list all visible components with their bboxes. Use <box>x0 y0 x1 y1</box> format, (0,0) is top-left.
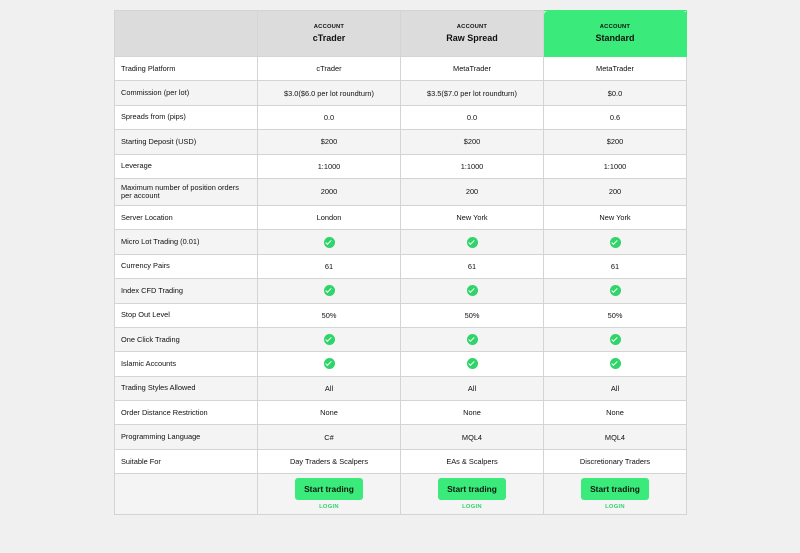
row-value: Day Traders & Scalpers <box>258 449 401 473</box>
row-value: $200 <box>258 130 401 154</box>
cta-cell <box>258 474 401 515</box>
row-value <box>401 352 544 376</box>
comparison-body <box>115 57 687 515</box>
row-value: New York <box>544 205 687 229</box>
start-trading-button[interactable]: Start trading <box>581 478 649 500</box>
row-value: $200 <box>401 130 544 154</box>
table-row <box>115 205 687 229</box>
row-label: Leverage <box>115 154 258 178</box>
row-value: 2000 <box>258 178 401 205</box>
login-link[interactable]: LOGIN <box>319 504 339 511</box>
row-value <box>544 279 687 303</box>
row-label: Islamic Accounts <box>115 352 258 376</box>
row-value <box>401 327 544 351</box>
row-value: EAs & Scalpers <box>401 449 544 473</box>
table-row <box>115 178 687 205</box>
row-label: Index CFD Trading <box>115 279 258 303</box>
check-icon <box>610 285 621 296</box>
check-icon <box>610 334 621 345</box>
cta-cell <box>401 474 544 515</box>
login-link[interactable]: LOGIN <box>605 504 625 511</box>
row-label: Spreads from (pips) <box>115 105 258 129</box>
row-label: Suitable For <box>115 449 258 473</box>
account-header-raw-spread <box>401 11 544 57</box>
row-value: London <box>258 205 401 229</box>
account-comparison <box>114 10 686 515</box>
row-label: Maximum number of position orders per account <box>115 178 258 205</box>
row-label: Server Location <box>115 205 258 229</box>
row-value: 0.0 <box>258 105 401 129</box>
row-value: 61 <box>544 254 687 278</box>
row-value: $200 <box>544 130 687 154</box>
table-row <box>115 154 687 178</box>
row-value: 50% <box>258 303 401 327</box>
account-kicker: ACCOUNT <box>599 24 631 30</box>
row-value: 200 <box>544 178 687 205</box>
row-value <box>401 279 544 303</box>
row-value: 0.0 <box>401 105 544 129</box>
row-value: MetaTrader <box>544 57 687 81</box>
check-icon <box>324 334 335 345</box>
cta-blank <box>115 474 258 515</box>
row-label: Currency Pairs <box>115 254 258 278</box>
row-value: MQL4 <box>401 425 544 449</box>
row-label: Commission (per lot) <box>115 81 258 105</box>
check-icon <box>467 237 478 248</box>
check-icon <box>467 334 478 345</box>
row-value: MetaTrader <box>401 57 544 81</box>
table-row <box>115 254 687 278</box>
row-label: Trading Styles Allowed <box>115 376 258 400</box>
check-icon <box>324 358 335 369</box>
row-value: All <box>401 376 544 400</box>
table-row <box>115 449 687 473</box>
table-row <box>115 376 687 400</box>
row-label: Trading Platform <box>115 57 258 81</box>
table-row <box>115 401 687 425</box>
row-label: One Click Trading <box>115 327 258 351</box>
row-value <box>258 327 401 351</box>
table-row <box>115 425 687 449</box>
row-value: All <box>544 376 687 400</box>
row-value <box>544 230 687 254</box>
row-value: C# <box>258 425 401 449</box>
row-value <box>258 230 401 254</box>
table-row <box>115 352 687 376</box>
row-value: 1:1000 <box>258 154 401 178</box>
table-row <box>115 57 687 81</box>
table-row <box>115 105 687 129</box>
row-value: New York <box>401 205 544 229</box>
row-label: Order Distance Restriction <box>115 401 258 425</box>
row-value: 1:1000 <box>401 154 544 178</box>
check-icon <box>467 285 478 296</box>
account-header-standard <box>544 11 687 57</box>
row-value: 0.6 <box>544 105 687 129</box>
row-value: 200 <box>401 178 544 205</box>
row-value <box>401 230 544 254</box>
check-icon <box>324 285 335 296</box>
row-value: 50% <box>544 303 687 327</box>
check-icon <box>324 237 335 248</box>
row-value: 50% <box>401 303 544 327</box>
table-row <box>115 303 687 327</box>
account-name: cTrader <box>312 33 346 43</box>
table-row <box>115 230 687 254</box>
row-label: Stop Out Level <box>115 303 258 327</box>
row-value: None <box>544 401 687 425</box>
account-name: Raw Spread <box>446 33 498 43</box>
row-value: 61 <box>258 254 401 278</box>
table-row <box>115 327 687 351</box>
row-value: All <box>258 376 401 400</box>
row-value: Discretionary Traders <box>544 449 687 473</box>
row-value <box>258 279 401 303</box>
row-value: $3.5($7.0 per lot roundturn) <box>401 81 544 105</box>
row-value: cTrader <box>258 57 401 81</box>
row-label: Programming Language <box>115 425 258 449</box>
row-value <box>258 352 401 376</box>
row-value: None <box>258 401 401 425</box>
table-row <box>115 81 687 105</box>
start-trading-button[interactable]: Start trading <box>295 478 363 500</box>
row-label: Starting Deposit (USD) <box>115 130 258 154</box>
login-link[interactable]: LOGIN <box>462 504 482 511</box>
row-value: 61 <box>401 254 544 278</box>
row-value <box>544 352 687 376</box>
table-row <box>115 130 687 154</box>
start-trading-button[interactable]: Start trading <box>438 478 506 500</box>
account-header-ctrader <box>258 11 401 57</box>
row-value <box>544 327 687 351</box>
header-blank <box>115 11 258 57</box>
row-label: Micro Lot Trading (0.01) <box>115 230 258 254</box>
check-icon <box>610 358 621 369</box>
row-value: MQL4 <box>544 425 687 449</box>
account-name: Standard <box>595 33 635 43</box>
row-value: $3.0($6.0 per lot roundturn) <box>258 81 401 105</box>
account-kicker: ACCOUNT <box>456 24 488 30</box>
row-value: 1:1000 <box>544 154 687 178</box>
account-kicker: ACCOUNT <box>313 24 345 30</box>
check-icon <box>610 237 621 248</box>
cta-cell <box>544 474 687 515</box>
cta-row <box>115 474 687 515</box>
row-value: None <box>401 401 544 425</box>
header-row <box>115 11 687 57</box>
check-icon <box>467 358 478 369</box>
row-value: $0.0 <box>544 81 687 105</box>
comparison-table <box>114 10 687 515</box>
table-row <box>115 279 687 303</box>
